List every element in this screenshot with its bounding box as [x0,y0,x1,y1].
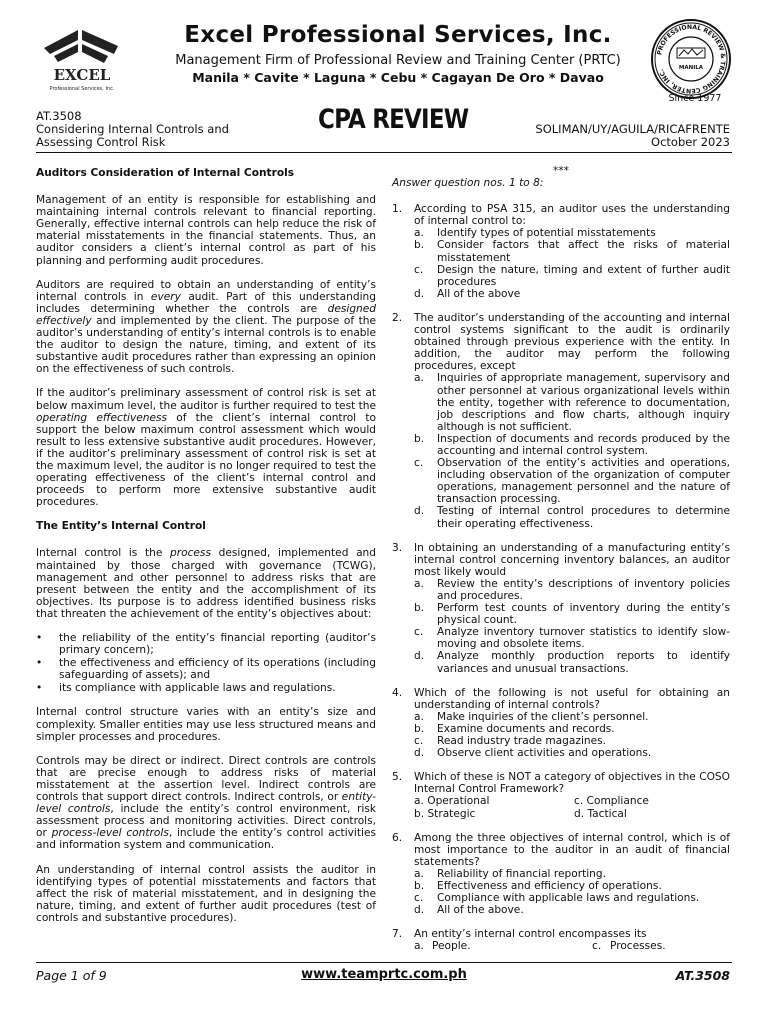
section-title-consideration: Auditors Consideration of Internal Controls [36,167,295,179]
doc-topic-line1: Considering Internal Controls and [36,122,229,136]
answer-instruction: Answer question nos. 1 to 8: [392,177,544,190]
question-1 [392,203,730,300]
option-d: d. Analyze monthly production reports to identify variances and unusual transactions. [414,650,730,675]
paragraph-3: If the auditor’s preliminary assessment of control risk is set at below maximum level, the auditor is further required to test the operating effectiveness of the client’s internal control to support the below maximum control assessment which would result to less extensive substantive audit procedures. However, if the auditor’s preliminary assessment of control risk is set at the maximum level, the auditor is no longer required to test the operating effectiveness of the client’s internal control and proceeds to perform more extensive substantive audit procedures. [36,387,376,509]
question-3 [392,542,730,675]
option-a: a. People. [414,940,471,953]
seal-center-text: MANILA [678,65,704,71]
paragraph-2: Auditors are required to obtain an understanding of entity’s internal controls in every audit. Part of this understanding includes determining whether the controls are designed effectively and implemented by the client. The purpose of the auditor’s understanding of entity’s internal controls is to enable the auditor to design the nature, timing, and extent of its substantive audit procedures rather than expressing an opinion on the effectiveness of such controls. [36,278,376,376]
right-column [392,165,730,964]
doc-code: AT.3508 [36,109,82,123]
option-a: a. Operational [414,795,490,808]
option-c: c. Read industry trade magazines. [414,735,607,748]
option-a: a. Reliability of financial reporting. [414,867,606,880]
paragraph-4: Internal control is the process designed, implemented and maintained by those charged with governance (TCWG), management and other personnel to address risks that are present between the entity and the accomplishment of its objectives. Its purpose is to address identified business risks that threaten the achievement of the entity’s objectives about: [36,547,377,620]
doc-date: October 2023 [651,135,730,149]
doc-authors: SOLIMAN/UY/AGUILA/RICAFRENTE [535,122,730,136]
question-stem: 4. Which of the following is not useful for obtaining an understanding of internal controls? [392,686,730,711]
page-number: Page 1 of 9 [36,968,107,983]
option-d: d. Tactical [574,807,627,820]
section-separator: *** [553,165,569,177]
question-6 [392,832,730,917]
option-b: b. Perform test counts of inventory during the entity’s physical count. [414,602,730,627]
list-item: • its compliance with applicable laws and regulations. [36,682,376,694]
doc-meta-right [535,123,730,149]
option-d: d. Observe client activities and operations. [414,747,652,760]
question-4 [392,687,730,760]
cpa-review-banner: CPA REVIEW [318,105,469,135]
paragraph-5: Internal control structure varies with an entity’s size and complexity. Smaller entities may use less structured means and simpler processes and procedures. [36,706,376,743]
option-d: d. All of the above. [414,904,524,917]
option-c: c. Analyze inventory turnover statistics to identify slow-moving and obsolete items. [414,626,730,651]
firm-locations: Manila * Cavite * Laguna * Cebu * Cagayan De Oro * Davao [192,70,604,85]
logo-text: EXCEL [53,66,111,84]
header-divider [36,152,732,153]
paragraph-6: Controls may be direct or indirect. Direct controls are controls that are precise enough to address risks of material misstatement at the assertion level. Indirect controls are controls that support direct controls. Indirect controls, or entity-level controls, include the entity’s control environment, risk assessment process and monitoring activities. Direct controls, or process-level controls, include the entity’s control activities and information system and communication. [36,754,376,852]
question-stem: 2. The auditor’s understanding of the accounting and internal control systems significant to the audit is ordinarily obtained through previous experience with the entity. In addition, the auditor may perform the following procedures, except [392,311,730,373]
prtc-seal [650,18,732,100]
paragraph-1: Management of an entity is responsible for establishing and maintaining internal controls relevant to financial reporting. Generally, effective internal controls can help reduce the risk of material misstatements in the financial statements. Thus, an auditor considers a client’s internal control as part of his planning and performing audit procedures. [36,194,376,267]
footer-code: AT.3508 [675,968,730,983]
option-c: c. Processes. [592,940,666,953]
excel-logo [38,26,126,98]
footer-divider [36,962,732,963]
option-c: c. Design the nature, timing and extent of further audit procedures [414,263,730,288]
option-b: b. Consider factors that affect the risks of material misstatement [414,239,730,264]
question-stem: 3. In obtaining an understanding of a manufacturing entity’s internal control concerning inventory balances, an auditor most likely would [392,541,730,578]
objectives-list [36,632,376,694]
doc-topic-line2: Assessing Control Risk [36,135,166,149]
website-link[interactable]: www.teamprtc.com.ph [301,967,467,982]
option-a: a. Identify types of potential misstatements [414,227,656,240]
firm-subtitle: Management Firm of Professional Review and Training Center (PRTC) [175,53,621,68]
question-2 [392,312,730,530]
option-c: c. Compliance with applicable laws and regulations. [414,892,700,905]
list-item: • the effectiveness and efficiency of its operations (including safeguarding of assets); and [36,657,376,681]
left-column [36,167,376,936]
option-a: a. Make inquiries of the client’s personnel. [414,710,649,723]
question-6-body [392,832,730,917]
question-list [392,203,730,759]
option-d: d. All of the above [414,287,521,300]
option-b: b. Inspection of documents and records produced by the accounting and internal control system. [414,432,730,457]
doc-meta-left [36,110,229,149]
paragraph-7: An understanding of internal control assists the auditor in identifying types of potential misstatements and factors that affect the risk of material misstatement, and in designing the nature, timing, and extent of further audit procedures (test of controls and substantive procedures). [36,863,376,924]
seal-ring-text: PROFESSIONAL REVIEW & TRAINING CENTER, INC. [656,23,727,95]
option-c: c. Compliance [574,795,649,808]
section-title-entity-internal-control: The Entity’s Internal Control [36,520,206,533]
question-stem: 1. According to PSA 315, an auditor uses the understanding of internal control to: [392,203,730,228]
question-stem: 6. Among the three objectives of internal control, which is of most importance to the auditor in an audit of financial statements? [392,831,730,868]
svg-text:PROFESSIONAL REVIEW & TRAINING [656,24,726,94]
list-item: • the reliability of the entity’s financial reporting (auditor’s primary concern); [36,632,376,656]
option-b: b. Strategic [414,807,476,820]
option-a: a. Review the entity’s descriptions of inventory policies and procedures. [414,577,730,602]
question-7: 7. An entity’s internal control encompasses its a. People. c. Processes. [392,928,666,953]
question-5: 5. Which of these is NOT a category of objectives in the COSO Internal Control Framework? a. Operational c. Compliance b. Strategic d. Tactical [392,771,730,820]
logo-subtext: Professional Services, Inc. [49,86,115,92]
since-label: Since 1977 [668,93,722,104]
option-b: b. Effectiveness and efficiency of operations. [414,879,662,892]
option-a: a. Inquiries of appropriate management, supervisory and other personnel at various organizational levels within the entity, together with reference to documentation, job descriptions and flow charts, although inquiry although is not sufficient. [414,372,730,433]
option-d: d. Testing of internal control procedures to determine their operating effectiveness. [414,505,730,530]
option-c: c. Observation of the entity’s activities and operations, including observation of the organization of computer operations, management personnel and the nature of transaction processing. [414,457,730,506]
option-b: b. Examine documents and records. [414,722,615,735]
firm-name: Excel Professional Services, Inc. [184,22,612,48]
